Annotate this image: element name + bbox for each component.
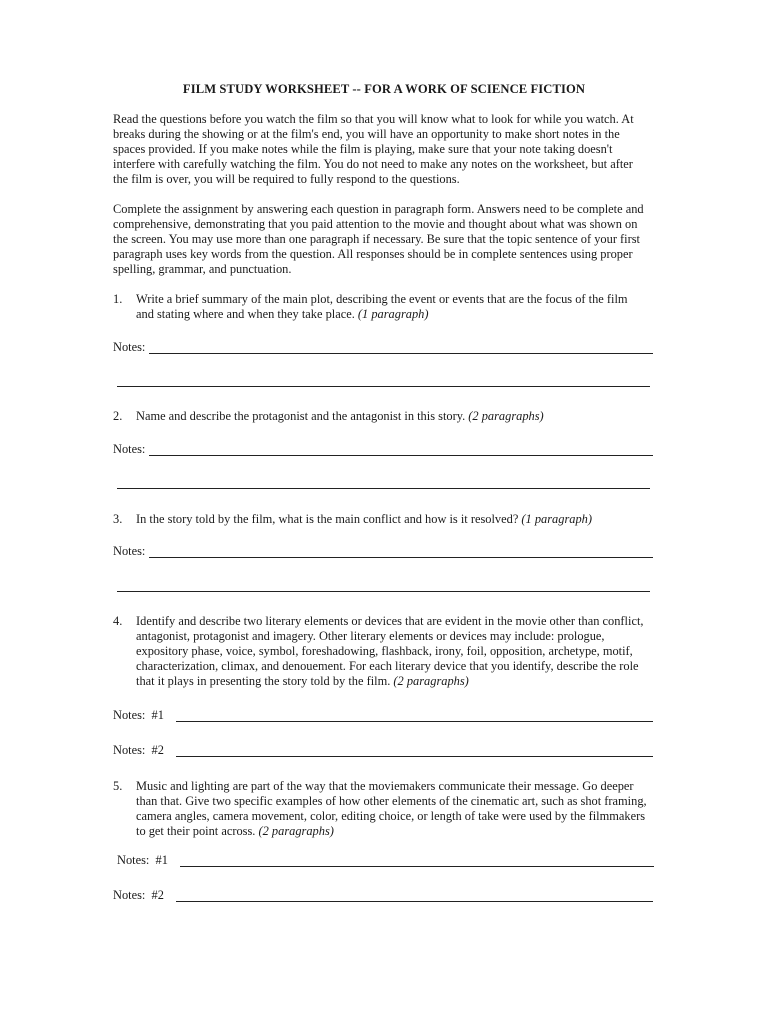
answer-line-q1-2[interactable] — [117, 386, 650, 387]
notes-field-q5-2[interactable] — [113, 888, 653, 904]
notes-field-q2[interactable] — [113, 442, 653, 458]
answer-line-q3-2[interactable] — [117, 591, 650, 592]
notes-label: Notes: #2 — [113, 888, 164, 902]
question-text: Name and describe the protagonist and the antagonist in this story. (2 paragraphs) — [136, 409, 544, 423]
notes-field-q5-1[interactable] — [117, 853, 654, 869]
notes-label: Notes: #1 — [113, 708, 164, 722]
answer-line — [176, 756, 653, 757]
question-number: 2. — [113, 409, 123, 423]
question-hint: (1 paragraph) — [357, 307, 429, 321]
question-number: 3. — [113, 512, 123, 526]
question-text: In the story told by the film, what is the main conflict and how is it resolved? (1 paragraph) — [136, 512, 592, 526]
answer-line-q2-2[interactable] — [117, 488, 650, 489]
question-text: Write a brief summary of the main plot, describing the event or events that are the focus of the film and stating where and when they take place. (1 paragraph) — [136, 292, 628, 321]
worksheet-title: FILM STUDY WORKSHEET -- FOR A WORK OF SCIENCE FICTION — [182, 82, 586, 96]
notes-label: Notes: — [113, 442, 146, 456]
question-number: 1. — [113, 292, 123, 306]
notes-field-q1[interactable] — [113, 340, 653, 356]
answer-line — [149, 455, 653, 456]
question-number: 5. — [113, 779, 123, 793]
notes-field-q3[interactable] — [113, 544, 653, 560]
notes-label: Notes: #2 — [113, 743, 164, 757]
answer-line — [176, 901, 653, 902]
question-hint: (2 paragraphs) — [468, 409, 544, 423]
intro-paragraph-1: Read the questions before you watch the film so that you will know what to look for while you watch. At breaks during the showing or at the film's end, you will have an opportunity to make short notes in the spaces provided. If you make notes while the film is playing, make sure that your note taking doesn't interfere with carefully watching the film. You do not need to make any notes on the worksheet, but after the film is over, you will be required to fully respond to the questions. — [113, 112, 634, 186]
notes-field-q4-2[interactable] — [113, 743, 653, 759]
question-hint: (1 paragraph) — [521, 512, 592, 526]
question-number: 4. — [113, 614, 123, 628]
answer-line — [180, 866, 654, 867]
question-text: Identify and describe two literary elements or devices that are evident in the movie other than conflict, antagonist, protagonist and imagery. Other literary elements or devices may include: prologue, expository phase, voice, symbol, foreshadowing, flashback, irony, foil, opposition, archetype, motif, characterization, climax, and denouement. For each literary device that you identify, describe the role that it plays in presenting the story told by the film. (2 paragraphs) — [136, 614, 644, 688]
notes-label: Notes: #1 — [117, 853, 168, 867]
question-hint: (2 paragraphs) — [393, 674, 469, 688]
answer-line — [149, 353, 653, 354]
answer-line — [176, 721, 653, 722]
answer-line — [149, 557, 653, 558]
notes-field-q4-1[interactable] — [113, 708, 653, 724]
question-hint: (2 paragraphs) — [258, 824, 334, 838]
notes-label: Notes: — [113, 544, 146, 558]
intro-paragraph-2: Complete the assignment by answering each question in paragraph form. Answers need to be complete and comprehensive, demonstrating that you paid attention to the movie and thought about what was shown on the screen. You may use more than one paragraph if necessary. Be sure that the topic sentence of your first paragraph uses key words from the question. All responses should be in complete sentences using proper spelling, grammar, and punctuation. — [113, 202, 644, 276]
notes-label: Notes: — [113, 340, 146, 354]
question-text: Music and lighting are part of the way that the moviemakers communicate their message. Go deeper than that. Give two specific examples of how other elements of the cinematic art, such as shot framing, camera angles, camera movement, color, editing choice, or length of take were used by the filmmakers to get their point across. (2 paragraphs) — [136, 779, 647, 838]
